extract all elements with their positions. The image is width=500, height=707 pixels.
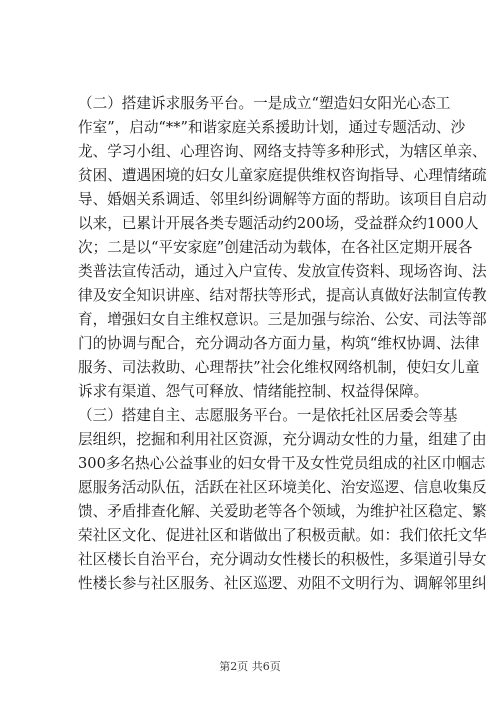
text-line: 荣社区文化、促进社区和谐做出了积极贡献。如：我们依托文华 <box>78 527 487 544</box>
text-line: 龙、学习小组、心理咨询、网络支持等多种形式，为辖区单亲、 <box>78 143 487 160</box>
page-number: 第2页 共6页 <box>219 660 281 673</box>
text-line: 导、婚姻关系调适、邻里纠纷调解等方面的帮助。该项目自启动 <box>78 191 487 208</box>
text-line: 诉求有渠道、怨气可释放、情绪能控制、权益得保障。 <box>78 383 429 400</box>
text-line: 服务、司法救助、心理帮扶”社会化维权网络机制，使妇女儿童 <box>78 359 480 376</box>
text-line: 以来，已累计开展各类专题活动约200场，受益群众约1000人 <box>78 215 479 232</box>
text-line: 层组织，挖掘和利用社区资源，充分调动女性的力量，组建了由 <box>78 431 487 448</box>
text-line: 育，增强妇女自主维权意识。三是加强与综治、公安、司法等部 <box>78 311 487 328</box>
text-line: 馈、矛盾排查化解、关爱助老等各个领域，为维护社区稳定、繁 <box>78 503 487 520</box>
text-line: 律及安全知识讲座、结对帮扶等形式，提高认真做好法制宣传教 <box>78 287 487 304</box>
text-line: 愿服务活动队伍，活跃在社区环境美化、治安巡逻、信息收集反 <box>78 479 487 496</box>
text-line: 性楼长参与社区服务、社区巡逻、劝阻不文明行为、调解邻里纠 <box>78 575 487 592</box>
text-line: 作室”，启动“**”和谐家庭关系援助计划，通过专题活动、沙 <box>78 119 466 136</box>
text-line: 贫困、遭遇困境的妇女儿童家庭提供维权咨询指导、心理情绪疏 <box>78 167 487 184</box>
text-line: 次；二是以“平安家庭”创建活动为载体，在各社区定期开展各 <box>78 239 473 256</box>
text-line: 门的协调与配合，充分调动各方面力量，构筑“维权协调、法律 <box>78 335 480 352</box>
text-line: 300多名热心公益事业的妇女骨干及女性党员组成的社区巾帼志 <box>78 455 486 472</box>
body-text <box>78 92 487 596</box>
text-line: 社区楼长自治平台，充分调动女性楼长的积极性，多渠道引导女 <box>78 551 487 568</box>
text-line: 类普法宣传活动，通过入户宣传、发放宣传资料、现场咨询、法 <box>78 263 487 280</box>
text-line: （二）搭建诉求服务平台。一是成立“塑造妇女阳光心态工 <box>78 95 451 112</box>
text-line: （三）搭建自主、志愿服务平台。一是依托社区居委会等基 <box>78 407 458 424</box>
